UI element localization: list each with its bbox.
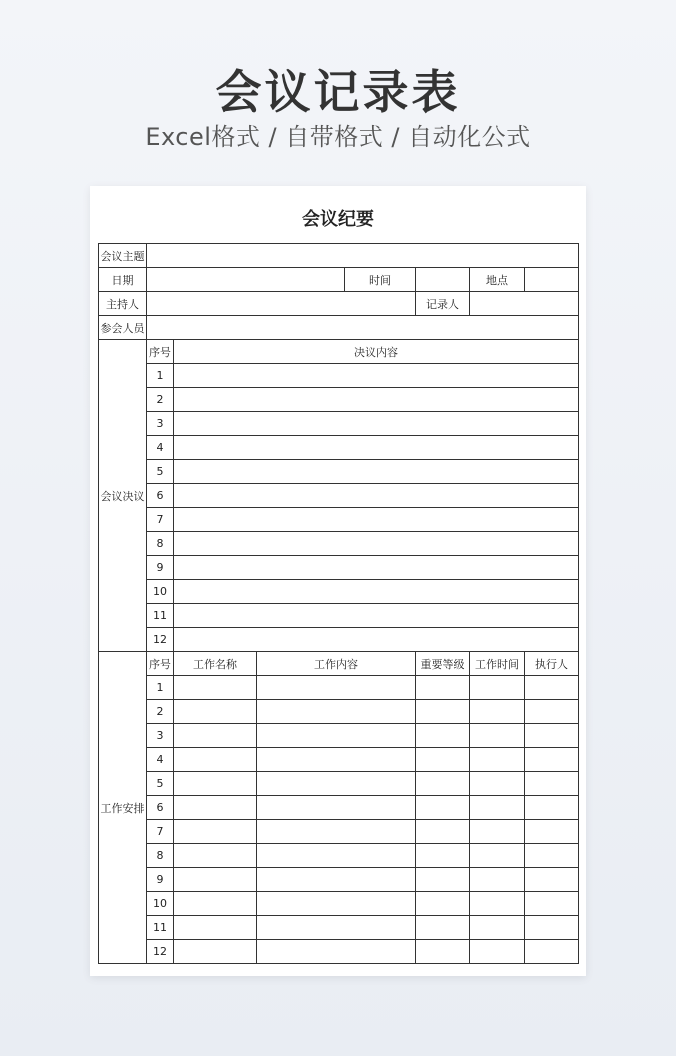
tasks-col-owner: 执行人 (525, 652, 579, 676)
resolution-row (99, 628, 579, 652)
resolutions-col-no: 序号 (147, 340, 174, 364)
task-row (99, 676, 579, 700)
task-name-cell[interactable] (174, 916, 257, 940)
resolution-row-number: 3 (147, 412, 174, 436)
task-time-cell[interactable] (470, 940, 525, 964)
resolution-row (99, 412, 579, 436)
tasks-col-no: 序号 (147, 652, 174, 676)
page-subtitle: Excel格式 / 自带格式 / 自动化公式 (145, 123, 531, 151)
task-row-number: 8 (147, 844, 174, 868)
tasks-col-time: 工作时间 (470, 652, 525, 676)
task-row (99, 940, 579, 964)
host-row (99, 292, 579, 316)
resolution-row (99, 604, 579, 628)
resolution-content-cell[interactable] (174, 388, 579, 412)
task-time-cell[interactable] (470, 676, 525, 700)
task-level-cell[interactable] (416, 820, 470, 844)
task-row-number: 5 (147, 772, 174, 796)
task-name-cell[interactable] (174, 748, 257, 772)
task-level-cell[interactable] (416, 916, 470, 940)
task-owner-cell[interactable] (525, 820, 579, 844)
task-row-number: 12 (147, 940, 174, 964)
tasks-col-level: 重要等级 (416, 652, 470, 676)
task-content-cell[interactable] (257, 676, 416, 700)
task-row-number: 11 (147, 916, 174, 940)
task-owner-cell[interactable] (525, 844, 579, 868)
document-sheet (90, 186, 586, 976)
task-owner-cell[interactable] (525, 772, 579, 796)
host-value-cell[interactable] (147, 292, 416, 316)
page-title: 会议记录表 (215, 65, 461, 119)
tasks-header-row (99, 652, 579, 676)
place-value-cell[interactable] (525, 268, 579, 292)
host-label: 主持人 (99, 292, 147, 316)
task-row-number: 10 (147, 892, 174, 916)
resolutions-section-label: 会议决议 (99, 340, 147, 652)
task-level-cell[interactable] (416, 892, 470, 916)
task-content-cell[interactable] (257, 772, 416, 796)
task-row-number: 1 (147, 676, 174, 700)
task-name-cell[interactable] (174, 820, 257, 844)
task-content-cell[interactable] (257, 844, 416, 868)
task-name-cell[interactable] (174, 796, 257, 820)
resolutions-col-content: 决议内容 (174, 340, 579, 364)
task-level-cell[interactable] (416, 940, 470, 964)
task-level-cell[interactable] (416, 772, 470, 796)
task-level-cell[interactable] (416, 868, 470, 892)
tasks-section-label: 工作安排 (99, 652, 147, 964)
task-name-cell[interactable] (174, 892, 257, 916)
resolution-row-number: 10 (147, 580, 174, 604)
task-row (99, 796, 579, 820)
resolution-row (99, 580, 579, 604)
resolution-row (99, 388, 579, 412)
resolution-content-cell[interactable] (174, 604, 579, 628)
task-row-number: 6 (147, 796, 174, 820)
resolution-content-cell[interactable] (174, 364, 579, 388)
resolution-row (99, 556, 579, 580)
resolution-row (99, 508, 579, 532)
date-value-cell[interactable] (147, 268, 345, 292)
task-row-number: 9 (147, 868, 174, 892)
task-row (99, 700, 579, 724)
task-name-cell[interactable] (174, 940, 257, 964)
resolution-content-cell[interactable] (174, 460, 579, 484)
task-owner-cell[interactable] (525, 892, 579, 916)
task-time-cell[interactable] (470, 724, 525, 748)
task-row-number: 3 (147, 724, 174, 748)
resolution-row (99, 364, 579, 388)
resolution-content-cell[interactable] (174, 628, 579, 652)
task-time-cell[interactable] (470, 820, 525, 844)
tasks-col-name: 工作名称 (174, 652, 257, 676)
task-time-cell[interactable] (470, 844, 525, 868)
resolution-row-number: 6 (147, 484, 174, 508)
task-content-cell[interactable] (257, 916, 416, 940)
attendees-value-cell[interactable] (147, 316, 579, 340)
task-row (99, 748, 579, 772)
task-owner-cell[interactable] (525, 796, 579, 820)
task-row-number: 4 (147, 748, 174, 772)
resolution-row-number: 7 (147, 508, 174, 532)
task-level-cell[interactable] (416, 796, 470, 820)
recorder-label: 记录人 (416, 292, 470, 316)
task-level-cell[interactable] (416, 700, 470, 724)
resolution-row (99, 460, 579, 484)
resolution-content-cell[interactable] (174, 532, 579, 556)
task-content-cell[interactable] (257, 748, 416, 772)
time-label: 时间 (345, 268, 416, 292)
resolution-row-number: 9 (147, 556, 174, 580)
task-name-cell[interactable] (174, 772, 257, 796)
task-owner-cell[interactable] (525, 700, 579, 724)
task-time-cell[interactable] (470, 700, 525, 724)
date-label: 日期 (99, 268, 147, 292)
task-time-cell[interactable] (470, 748, 525, 772)
task-level-cell[interactable] (416, 676, 470, 700)
task-name-cell[interactable] (174, 676, 257, 700)
task-content-cell[interactable] (257, 868, 416, 892)
task-name-cell[interactable] (174, 700, 257, 724)
resolutions-header-row (99, 340, 579, 364)
tasks-col-content: 工作内容 (257, 652, 416, 676)
task-name-cell[interactable] (174, 868, 257, 892)
resolution-row-number: 11 (147, 604, 174, 628)
task-content-cell[interactable] (257, 940, 416, 964)
resolution-content-cell[interactable] (174, 580, 579, 604)
task-time-cell[interactable] (470, 796, 525, 820)
resolution-row-number: 2 (147, 388, 174, 412)
task-content-cell[interactable] (257, 820, 416, 844)
resolution-row-number: 1 (147, 364, 174, 388)
sheet-title: 会议纪要 (302, 209, 374, 230)
task-row (99, 820, 579, 844)
time-value-cell[interactable] (416, 268, 470, 292)
task-level-cell[interactable] (416, 844, 470, 868)
place-label: 地点 (470, 268, 525, 292)
task-content-cell[interactable] (257, 700, 416, 724)
topic-value-cell[interactable] (147, 244, 579, 268)
task-row (99, 892, 579, 916)
task-owner-cell[interactable] (525, 676, 579, 700)
task-row (99, 724, 579, 748)
task-name-cell[interactable] (174, 844, 257, 868)
resolution-content-cell[interactable] (174, 412, 579, 436)
attendees-label: 参会人员 (99, 316, 147, 340)
resolution-row-number: 5 (147, 460, 174, 484)
topic-row (99, 244, 579, 268)
resolution-row (99, 532, 579, 556)
task-owner-cell[interactable] (525, 724, 579, 748)
resolution-content-cell[interactable] (174, 508, 579, 532)
attendees-row (99, 316, 579, 340)
resolution-content-cell[interactable] (174, 484, 579, 508)
task-content-cell[interactable] (257, 892, 416, 916)
task-level-cell[interactable] (416, 724, 470, 748)
task-content-cell[interactable] (257, 796, 416, 820)
task-row (99, 868, 579, 892)
resolution-content-cell[interactable] (174, 436, 579, 460)
task-row-number: 2 (147, 700, 174, 724)
task-owner-cell[interactable] (525, 940, 579, 964)
topic-label: 会议主题 (99, 244, 147, 268)
date-row (99, 268, 579, 292)
recorder-value-cell[interactable] (470, 292, 579, 316)
task-content-cell[interactable] (257, 724, 416, 748)
resolution-row-number: 12 (147, 628, 174, 652)
resolution-row-number: 4 (147, 436, 174, 460)
task-level-cell[interactable] (416, 748, 470, 772)
task-row (99, 772, 579, 796)
task-name-cell[interactable] (174, 724, 257, 748)
task-time-cell[interactable] (470, 772, 525, 796)
task-row (99, 844, 579, 868)
task-time-cell[interactable] (470, 868, 525, 892)
task-row (99, 916, 579, 940)
task-row-number: 7 (147, 820, 174, 844)
task-owner-cell[interactable] (525, 748, 579, 772)
task-time-cell[interactable] (470, 892, 525, 916)
task-owner-cell[interactable] (525, 868, 579, 892)
task-owner-cell[interactable] (525, 916, 579, 940)
resolution-row (99, 484, 579, 508)
resolution-row-number: 8 (147, 532, 174, 556)
resolution-content-cell[interactable] (174, 556, 579, 580)
task-time-cell[interactable] (470, 916, 525, 940)
resolution-row (99, 436, 579, 460)
meeting-minutes-table (98, 243, 579, 964)
